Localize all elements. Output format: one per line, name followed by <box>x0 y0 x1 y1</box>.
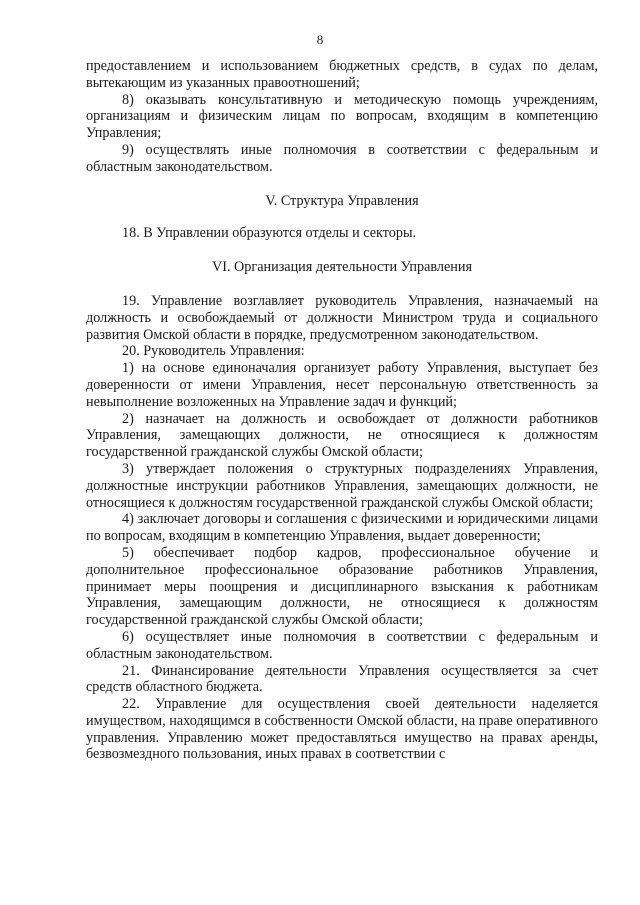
paragraph-20-item-3: 3) утверждает положения о структурных подразделениях Управления, должностные инструкции работников Управления, замещающих должности, не относящиеся к должностям государственной гражданской службы Омской области; <box>86 460 598 511</box>
spacer <box>86 176 598 193</box>
paragraph-20-item-2: 2) назначает на должность и освобождает от должности работников Управления, замещающих должности, не относящиеся к должностям государственной гражданской службы Омской области; <box>86 410 598 461</box>
paragraph-20-item-4: 4) заключает договоры и соглашения с физическими и юридическими лицами по вопросам, входящим в компетенцию Управления, выдает доверенности; <box>86 511 598 545</box>
paragraph-19: 19. Управление возглавляет руководитель Управления, назначаемый на должность и освобождаемый от должности Министром труда и социального развития Омской области в порядке, предусмотренном законодательством. <box>86 292 598 343</box>
paragraph-item-9: 9) осуществлять иные полномочия в соответствии с федеральным и областным законодательством. <box>86 141 598 175</box>
paragraph-21: 21. Финансирование деятельности Управления осуществляется за счет средств областного бюджета. <box>86 662 598 696</box>
spacer <box>86 209 598 225</box>
paragraph-20: 20. Руководитель Управления: <box>122 343 305 360</box>
spacer <box>86 242 598 259</box>
spacer <box>86 276 598 293</box>
section-6-heading: VI. Организация деятельности Управления <box>211 259 472 276</box>
paragraph-20-item-6: 6) осуществляет иные полномочия в соответствии с федеральным и областным законодательством. <box>86 628 598 662</box>
paragraph-continuation: предоставлением и использованием бюджетных средств, в судах по делам, вытекающим из указанных правоотношений; <box>86 58 598 91</box>
paragraph-20-item-1: 1) на основе единоначалия организует работу Управления, выступает без доверенности от имени Управления, несет персональную ответственность за невыполнение возложенных на Управление задач и функций; <box>86 360 598 410</box>
paragraph-20-item-5: 5) обеспечивает подбор кадров, профессиональное обучение и дополнительное профессиональное образование работников Управления, принимает меры поощрения и дисциплинарного взыскания к работникам Управления, замещающим должности, не относящиеся к должностям государственной гражданской службы Омской области; <box>86 544 598 629</box>
page-number: 8 <box>316 32 324 47</box>
section-5-heading: V. Структура Управления <box>265 192 419 209</box>
document-body <box>86 58 598 763</box>
paragraph-22: 22. Управление для осуществления своей деятельности наделяется имуществом, находящимся в собственности Омской области, на праве оперативного управления. Управлению может предоставляться имущество на правах аренды, безвозмездного пользования, иных правах в соответствии с <box>86 696 598 763</box>
paragraph-item-8: 8) оказывать консультативную и методическую помощь учреждениям, организациям и физическим лицам по вопросам, входящим в компетенцию Управления; <box>86 91 598 142</box>
paragraph-18: 18. В Управлении образуются отделы и секторы. <box>122 225 417 242</box>
